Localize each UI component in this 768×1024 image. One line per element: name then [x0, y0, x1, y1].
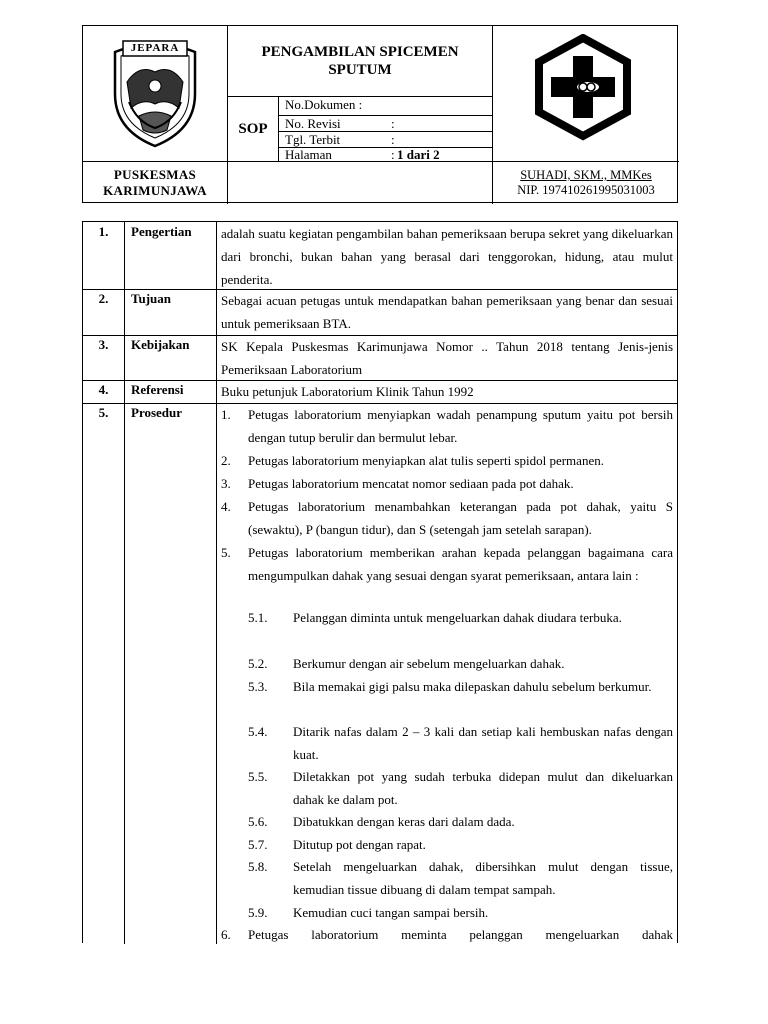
column-divider [124, 222, 125, 944]
signer-block [493, 162, 679, 204]
signer-name: SUHADI, SKM., MMKes [520, 168, 652, 182]
step-number: 1. [221, 407, 231, 422]
substep-text: Ditarik nafas dalam 2 – 3 kali dan setiap kali hembuskan nafas dengan kuat. [293, 724, 673, 762]
section-number: 2. [98, 291, 109, 306]
sop-label: SOP [238, 120, 268, 137]
meta-value: 1 dari 2 [397, 147, 440, 162]
substep-text: Bila memakai gigi palsu maka dilepaskan dahulu sebelum berkumur. [293, 679, 652, 694]
document-title [228, 26, 492, 96]
substep-number: 5.6. [248, 814, 268, 829]
section-text: SK Kepala Puskesmas Karimunjawa Nomor .. Tahun 2018 tentang Jenis-jenis Pemeriksaan Laboratorium [221, 339, 673, 377]
meta-separator: : [391, 147, 395, 162]
substep-text: Pelanggan diminta untuk mengeluarkan dahak diudara terbuka. [293, 610, 622, 625]
substep-number: 5.8. [248, 859, 268, 874]
org-line-2: KARIMUNJAWA [103, 183, 207, 198]
meta-no-dokumen [283, 97, 492, 113]
section-number: 1. [98, 224, 109, 239]
step-number: 2. [221, 453, 231, 468]
substep-number: 5.4. [248, 724, 268, 739]
step-text: Petugas laboratorium menyiapkan alat tulis seperti spidol permanen. [248, 453, 604, 468]
column-divider [216, 222, 217, 944]
section-title: Prosedur [131, 405, 183, 420]
signer-nip: NIP. 197410261995031003 [517, 183, 655, 197]
step-text: Petugas laboratorium mencatat nomor sediaan pada pot dahak. [248, 476, 574, 491]
section-number: 3. [98, 337, 109, 352]
sop-content-table [82, 221, 678, 943]
bakti-husada-icon [533, 34, 633, 144]
section-title: Pengertian [131, 224, 192, 239]
step-text: Petugas laboratorium menyiapkan wadah penampung sputum yaitu pot bersih dengan tutup berulir dan bermulut lebar. [248, 407, 673, 445]
substep-number: 5.7. [248, 837, 268, 852]
title-line-2: SPUTUM [328, 62, 392, 78]
meta-label: Tgl. Terbit [285, 132, 341, 147]
meta-tgl-terbit [283, 132, 492, 148]
substep-text: Dibatukkan dengan keras dari dalam dada. [293, 814, 515, 829]
substep-number: 5.9. [248, 905, 268, 920]
step-text: Petugas laboratorium menambahkan keterangan pada pot dahak, yaitu S (sewaktu), P (bangun tidur), dan S (setengah jam setelah sarapan). [248, 499, 673, 537]
title-line-1: PENGAMBILAN SPICEMEN [261, 44, 459, 60]
substep-text: Berkumur dengan air sebelum mengeluarkan dahak. [293, 656, 565, 671]
step-number: 3. [221, 476, 231, 491]
substep-number: 5.2. [248, 656, 268, 671]
jepara-crest-icon [109, 38, 201, 150]
section-title: Referensi [131, 382, 184, 397]
header-divider [278, 96, 279, 162]
meta-label: Halaman [285, 147, 332, 162]
section-title: Tujuan [131, 291, 171, 306]
step-number: 4. [221, 499, 231, 514]
meta-label: No. Revisi [285, 116, 341, 131]
section-number: 4. [98, 382, 109, 397]
meta-halaman [283, 147, 492, 163]
meta-label: No.Dokumen : [285, 97, 363, 112]
substep-number: 5.3. [248, 679, 268, 694]
section-text: Buku petunjuk Laboratorium Klinik Tahun 1992 [221, 384, 474, 399]
substep-number: 5.1. [248, 610, 268, 625]
document-header [82, 25, 678, 203]
section-text: adalah suatu kegiatan pengambilan bahan pemeriksaan berupa sekret yang dikeluarkan dari bronchi, bukan bahan yang berasal dari tenggorokan, hidung, atau mulut penderita. [221, 226, 673, 287]
section-text: Sebagai acuan petugas untuk mendapatkan bahan pemeriksaan yang benar dan sesuai untuk pemeriksaan BTA. [221, 293, 673, 331]
meta-no-revisi [283, 116, 492, 132]
org-line-1: PUSKESMAS [113, 167, 197, 182]
substep-text: Ditutup pot dengan rapat. [293, 837, 426, 852]
substep-text: Kemudian cuci tangan sampai bersih. [293, 905, 489, 920]
meta-separator: : [391, 116, 395, 131]
organization-name [83, 162, 227, 204]
step-text: Petugas laboratorium memberikan arahan kepada pelanggan bagaimana cara mengumpulkan dahak yang sesuai dengan syarat pemeriksaan, antara lain : [248, 545, 673, 583]
step-number: 6. [221, 927, 231, 942]
step-text: Petugas laboratorium meminta pelanggan mengeluarkan dahak [248, 927, 673, 942]
meta-separator: : [391, 132, 395, 147]
substep-text: Setelah mengeluarkan dahak, dibersihkan mulut dengan tissue, kemudian tissue dibuang di dalam tempat sampah. [293, 859, 673, 897]
logo-text: JEPARA [130, 42, 180, 54]
substep-number: 5.5. [248, 769, 268, 784]
section-title: Kebijakan [131, 337, 190, 352]
step-number: 5. [221, 545, 231, 560]
puskesmas-emblem [493, 26, 679, 161]
regency-logo [83, 26, 227, 161]
substep-text: Diletakkan pot yang sudah terbuka didepan mulut dan dikeluarkan dahak ke dalam pot. [293, 769, 673, 807]
section-number: 5. [98, 405, 109, 420]
